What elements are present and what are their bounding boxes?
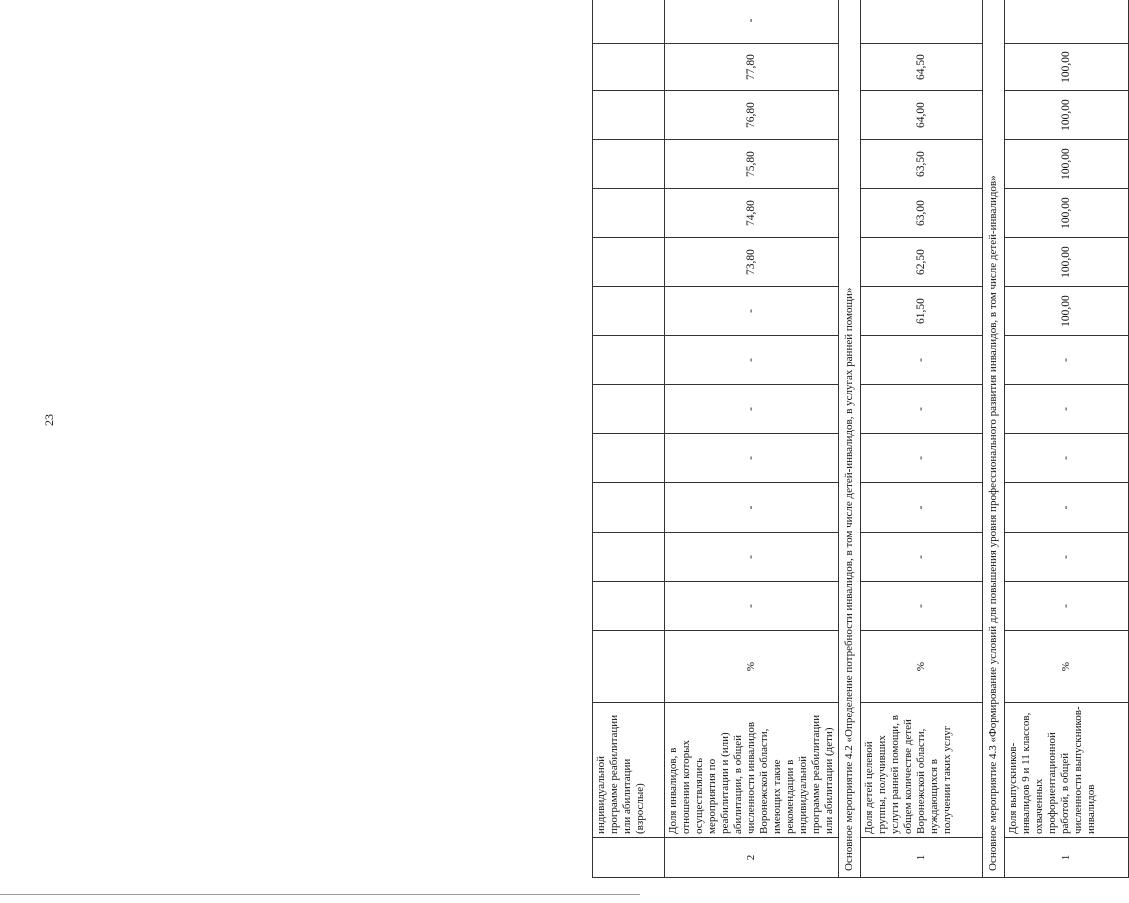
- value-cell: -: [1005, 483, 1129, 533]
- value-cell: 100,00: [1005, 91, 1129, 140]
- indicator-name-cell: Доля детей целевой группы, получивших услуги ранней помощи, в общем количестве детей Воронежской области, нуждающихся в получении таких услуг: [861, 703, 983, 838]
- section-header-row: [839, 0, 861, 878]
- unit-cell: %: [1005, 631, 1129, 703]
- value-cell: -: [665, 385, 839, 434]
- value-cell: 62,50: [861, 238, 983, 287]
- table-row-continuation: [593, 0, 665, 878]
- value-cell: [861, 0, 983, 44]
- row-number-cell: [593, 838, 665, 878]
- table-row: [861, 0, 983, 878]
- value-cell: [593, 434, 665, 483]
- unit-cell: %: [665, 631, 839, 703]
- value-cell: 74,80: [665, 189, 839, 238]
- value-cell: [593, 483, 665, 533]
- value-cell: 61,50: [861, 287, 983, 336]
- value-cell: [593, 287, 665, 336]
- value-cell: -: [1005, 385, 1129, 434]
- value-cell: [593, 533, 665, 582]
- row-number-cell: 1: [1005, 838, 1129, 878]
- value-cell: -: [665, 582, 839, 631]
- unit-cell: [593, 631, 665, 703]
- value-cell: [593, 385, 665, 434]
- value-cell: [593, 336, 665, 385]
- value-cell: [593, 140, 665, 189]
- indicator-name-cell: Доля инвалидов, в отношении которых осуществлялись мероприятия по реабилитации и (или) абилитации, в общей численности инвалидов Воронежской области, имеющих такие рекомендации в индивидуальной программе реабилитации или абилитации (дети): [665, 703, 839, 838]
- value-cell: [593, 44, 665, 91]
- value-cell: -: [1005, 533, 1129, 582]
- value-cell: 63,50: [861, 140, 983, 189]
- value-cell: [593, 91, 665, 140]
- value-cell: 100,00: [1005, 287, 1129, 336]
- indicator-name-cell: индивидуальной программе реабилитации или абилитации (взрослые): [593, 703, 665, 838]
- indicator-name-cell: Доля выпускников-инвалидов 9 и 11 классов, охваченных профориентационной работой, в общей численности выпускников-инвалидов: [1005, 703, 1129, 838]
- section-header-row: [983, 0, 1005, 878]
- value-cell: 77,80: [665, 44, 839, 91]
- value-cell: 100,00: [1005, 238, 1129, 287]
- value-cell: 100,00: [1005, 44, 1129, 91]
- value-cell: 73,80: [665, 238, 839, 287]
- indicator-table: [592, 0, 1129, 878]
- value-cell: -: [665, 533, 839, 582]
- value-cell: 100,00: [1005, 140, 1129, 189]
- value-cell: -: [665, 0, 839, 44]
- unit-cell: %: [861, 631, 983, 703]
- indicator-table-rotated: [592, 0, 1124, 878]
- row-number-cell: 2: [665, 838, 839, 878]
- value-cell: [593, 238, 665, 287]
- scan-edge-line: [0, 894, 640, 895]
- section-title: Основное мероприятие 4.3 «Формирование условий для повышения уровня профессионального развития инвалидов, в том числе детей-инвалидов»: [983, 0, 1005, 878]
- row-number-cell: 1: [861, 838, 983, 878]
- value-cell: [593, 0, 665, 44]
- value-cell: -: [861, 434, 983, 483]
- value-cell: [593, 189, 665, 238]
- value-cell: -: [861, 385, 983, 434]
- value-cell: -: [665, 483, 839, 533]
- value-cell: -: [1005, 336, 1129, 385]
- value-cell: 75,80: [665, 140, 839, 189]
- value-cell: -: [861, 483, 983, 533]
- value-cell: 100,00: [1005, 189, 1129, 238]
- value-cell: 64,50: [861, 44, 983, 91]
- value-cell: 63,00: [861, 189, 983, 238]
- value-cell: [593, 582, 665, 631]
- value-cell: 76,80: [665, 91, 839, 140]
- value-cell: -: [1005, 434, 1129, 483]
- value-cell: [1005, 0, 1129, 44]
- value-cell: -: [665, 287, 839, 336]
- value-cell: 64,00: [861, 91, 983, 140]
- value-cell: -: [665, 434, 839, 483]
- value-cell: -: [861, 336, 983, 385]
- table-row: [1005, 0, 1129, 878]
- value-cell: -: [665, 336, 839, 385]
- value-cell: -: [1005, 582, 1129, 631]
- page-number: 23: [42, 414, 56, 426]
- table-row: [665, 0, 839, 878]
- section-title: Основное мероприятие 4.2 «Определение потребности инвалидов, в том числе детей-инвалидов, в услугах ранней помощи»: [839, 0, 861, 878]
- value-cell: -: [861, 582, 983, 631]
- value-cell: -: [861, 533, 983, 582]
